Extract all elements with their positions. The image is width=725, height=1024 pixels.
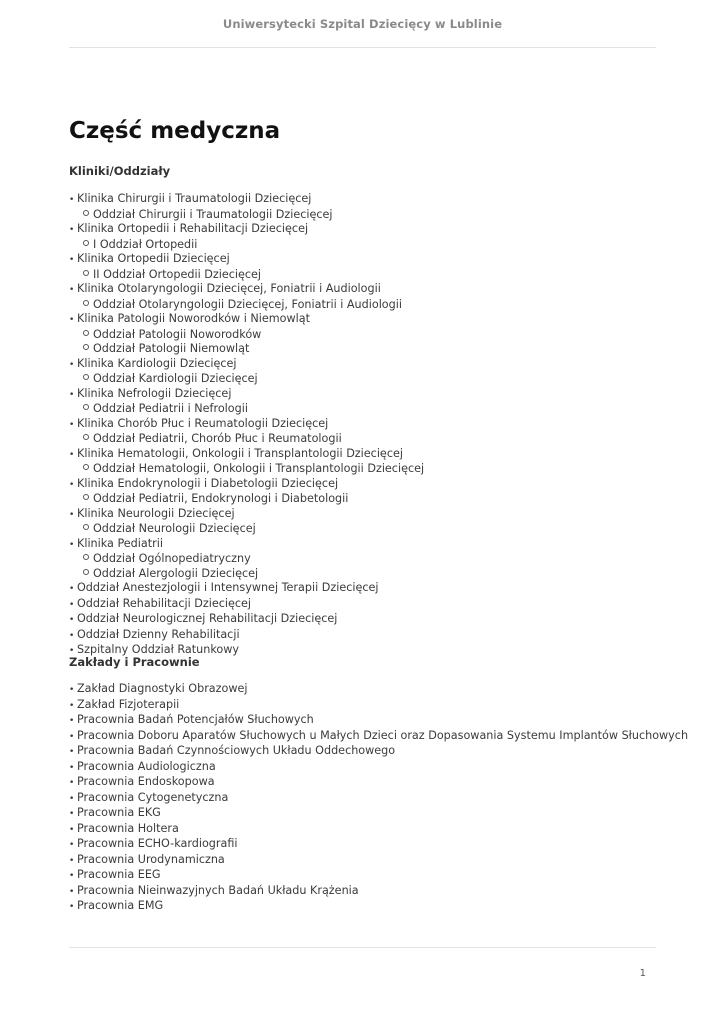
list-item-row [69, 581, 669, 597]
page-title: Część medyczna [69, 118, 281, 144]
list-item-label: Pracownia EMG [77, 899, 164, 912]
list-item-label: Klinika Chorób Płuc i Reumatologii Dziecięcej [77, 416, 329, 430]
list-item-row [69, 698, 669, 714]
sub-list-item [69, 208, 669, 223]
list-item-label: Klinika Ortopedii i Rehabilitacji Dziecięcej [77, 222, 309, 235]
list-item [69, 682, 669, 698]
list-item-label: Oddział Dzienny Rehabilitacji [77, 627, 240, 641]
list-item [69, 507, 669, 537]
list-item-row [69, 387, 669, 403]
list-item-label: Pracownia Urodynamiczna [77, 852, 225, 866]
list-item-row [69, 884, 669, 900]
list-item [69, 612, 669, 628]
bullet-icon: • [69, 716, 75, 726]
sub-list-item [69, 238, 669, 253]
circle-bullet-icon [83, 270, 89, 276]
list-item-row [69, 222, 669, 238]
list-item [69, 282, 669, 312]
list-item-row [69, 612, 669, 628]
sub-list-item [69, 552, 669, 567]
sub-list-item-label: II Oddział Ortopedii Dziecięcej [93, 267, 261, 281]
bullet-icon: • [69, 700, 75, 711]
sub-list-item [69, 402, 669, 417]
list-item-row [69, 713, 669, 729]
list-item-row [69, 868, 669, 884]
list-item [69, 698, 669, 714]
list-item [69, 899, 669, 915]
list-item-label: Klinika Patologii Noworodków i Niemowląt [77, 312, 311, 325]
list-item-label: Zakład Fizjoterapii [77, 697, 180, 711]
sub-list-item-label: Oddział Kardiologii Dziecięcej [93, 372, 258, 385]
list-item-label: Klinika Chirurgii i Traumatologii Dziecięcej [77, 192, 312, 205]
list-item-row [69, 837, 669, 853]
bullet-icon: • [69, 793, 75, 804]
header-divider [69, 47, 656, 48]
list-item [69, 357, 669, 387]
bullet-icon: • [69, 359, 75, 370]
list-item [69, 477, 669, 507]
list-item-row [69, 537, 669, 553]
bullet-icon: • [69, 195, 75, 205]
list-item-label: Pracownia ECHO-kardiografii [77, 837, 238, 850]
list-item-row [69, 806, 669, 822]
zaklady-list [69, 682, 689, 915]
kliniki-list [69, 192, 669, 659]
sub-list-item [69, 342, 669, 357]
sub-list-item [69, 462, 669, 477]
sub-list-item-label: Oddział Patologii Noworodków [93, 327, 262, 341]
list-item-label: Klinika Otolaryngologii Dziecięcej, Foniatrii i Audiologii [77, 282, 381, 295]
list-item-label: Zakład Diagnostyki Obrazowej [77, 682, 248, 695]
sub-list-item-label: Oddział Pediatrii i Nefrologii [93, 402, 248, 415]
list-item-label: Pracownia Cytogenetyczna [77, 790, 229, 804]
list-item-row [69, 728, 689, 745]
sub-list-item-label: Oddział Ogólnopediatryczny [93, 552, 251, 565]
list-item-label: Pracownia Nieinwazyjnych Badań Układu Krążenia [77, 883, 359, 897]
bullet-icon: • [69, 599, 75, 610]
list-item-label: Pracownia Audiologiczna [77, 759, 216, 773]
bullet-icon: • [69, 630, 75, 641]
list-item [69, 884, 669, 900]
circle-bullet-icon [83, 569, 89, 575]
bullet-icon: • [69, 315, 75, 325]
circle-bullet-icon [83, 404, 89, 410]
list-item-row [69, 682, 669, 698]
circle-bullet-icon [83, 344, 89, 350]
circle-bullet-icon [83, 300, 89, 306]
list-item-row [69, 628, 669, 644]
list-item-row [69, 791, 669, 807]
list-item-label: Pracownia Endoskopowa [77, 775, 215, 788]
bullet-icon: • [69, 747, 75, 757]
circle-bullet-icon [83, 374, 89, 380]
circle-bullet-icon [83, 494, 89, 500]
sub-list-item-label: Oddział Chirurgii i Traumatologii Dziecięcej [93, 207, 333, 221]
list-item [69, 537, 669, 582]
list-item-row [69, 507, 669, 523]
sub-list-item-label: Oddział Alergologii Dziecięcej [93, 566, 259, 580]
sub-list-item-label: Oddział Pediatrii, Endokrynologi i Diabetologii [93, 492, 349, 505]
list-item-label: Oddział Rehabilitacji Dziecięcej [77, 596, 252, 610]
list-item [69, 744, 669, 760]
list-item-label: Pracownia EEG [77, 868, 161, 881]
footer-divider [69, 947, 656, 948]
bullet-icon: • [69, 685, 75, 695]
list-item [69, 853, 669, 869]
list-item [69, 822, 669, 838]
list-item [69, 252, 669, 282]
list-item-row [69, 822, 669, 838]
circle-bullet-icon [83, 524, 89, 530]
list-item-label: Klinika Nefrologii Dziecięcej [77, 386, 232, 400]
bullet-icon: • [69, 731, 75, 742]
list-item [69, 597, 669, 613]
sub-list-item [69, 432, 669, 447]
list-item-label: Klinika Endokrynologii i Diabetologii Dziecięcej [77, 476, 339, 490]
list-item [69, 417, 669, 447]
sub-list-item-label: I Oddział Ortopedii [93, 237, 198, 251]
bullet-icon: • [69, 840, 75, 850]
list-item [69, 713, 669, 729]
list-item-row [69, 775, 669, 791]
bullet-icon: • [69, 646, 75, 656]
list-item [69, 791, 669, 807]
circle-bullet-icon [83, 464, 89, 470]
list-item-row [69, 357, 669, 373]
list-item-label: Pracownia Holtera [77, 821, 179, 835]
list-item-row [69, 282, 669, 298]
list-item-row [69, 477, 669, 493]
bullet-icon: • [69, 886, 75, 897]
bullet-icon: • [69, 809, 75, 819]
list-item [69, 312, 669, 357]
bullet-icon: • [69, 479, 75, 490]
page-header: Uniwersytecki Szpital Dziecięcy w Lublinie [222, 17, 503, 31]
circle-bullet-icon [83, 210, 89, 216]
bullet-icon: • [69, 824, 75, 835]
bullet-icon: • [69, 615, 75, 625]
list-item-label: Szpitalny Oddział Ratunkowy [77, 643, 240, 656]
list-item [69, 628, 669, 644]
sub-list-item [69, 372, 669, 387]
list-item [69, 387, 669, 417]
sub-list-item [69, 522, 669, 537]
list-item [69, 222, 669, 252]
list-item-label: Oddział Neurologicznej Rehabilitacji Dziecięcej [77, 612, 338, 625]
circle-bullet-icon [83, 554, 89, 560]
circle-bullet-icon [83, 434, 89, 440]
list-item-row [69, 853, 669, 869]
bullet-icon: • [69, 225, 75, 235]
list-item-label: Oddział Anestezjologii i Intensywnej Terapii Dziecięcej [77, 581, 379, 594]
sub-list-item-label: Oddział Hematologii, Onkologii i Transplantologii Dziecięcej [93, 462, 425, 475]
list-item-label: Klinika Ortopedii Dziecięcej [77, 252, 230, 265]
bullet-icon: • [69, 778, 75, 788]
circle-bullet-icon [83, 240, 89, 246]
list-item-label: Pracownia EKG [77, 806, 161, 819]
list-item-label: Klinika Kardiologii Dziecięcej [77, 356, 237, 370]
list-item-label: Klinika Hematologii, Onkologii i Transplantologii Dziecięcej [77, 446, 403, 460]
circle-bullet-icon [83, 330, 89, 336]
bullet-icon: • [69, 855, 75, 866]
bullet-icon: • [69, 902, 75, 912]
bullet-icon: • [69, 449, 75, 460]
sub-list-item [69, 492, 669, 507]
sub-list-item [69, 567, 669, 582]
list-item [69, 806, 669, 822]
list-item [69, 581, 669, 597]
bullet-icon: • [69, 762, 75, 773]
bullet-icon: • [69, 255, 75, 265]
sub-list-item-label: Oddział Otolaryngologii Dziecięcej, Foniatrii i Audiologii [93, 297, 402, 311]
section-heading-kliniki: Kliniki/Oddziały [69, 164, 171, 178]
list-item-row [69, 447, 669, 463]
bullet-icon: • [69, 389, 75, 400]
list-item-label: Pracownia Doboru Aparatów Słuchowych u Małych Dzieci oraz Dopasowania Systemu Implantów Słuchowych [77, 728, 689, 742]
list-item-row [69, 192, 669, 208]
sub-list-item [69, 298, 669, 313]
list-item [69, 760, 669, 776]
list-item-row [69, 252, 669, 268]
sub-list-item-label: Oddział Neurologii Dziecięcej [93, 522, 256, 535]
page-number: 1 [639, 968, 646, 979]
list-item [69, 728, 689, 745]
list-item-row [69, 312, 669, 328]
sub-list-item-label: Oddział Patologii Niemowląt [93, 342, 250, 355]
bullet-icon: • [69, 285, 75, 295]
list-item [69, 447, 669, 477]
section-heading-zaklady: Zakłady i Pracownie [69, 655, 200, 669]
sub-list-item-label: Oddział Pediatrii, Chorób Płuc i Reumatologii [93, 432, 342, 445]
list-item-label: Klinika Neurologii Dziecięcej [77, 506, 235, 520]
list-item [69, 868, 669, 884]
bullet-icon: • [69, 419, 75, 430]
bullet-icon: • [69, 509, 75, 520]
list-item-label: Pracownia Badań Czynnościowych Układu Oddechowego [77, 744, 396, 757]
bullet-icon: • [69, 539, 75, 550]
list-item-row [69, 899, 669, 915]
bullet-icon: • [69, 871, 75, 881]
sub-list-item [69, 268, 669, 283]
list-item-label: Klinika Pediatrii [77, 536, 163, 550]
list-item-row [69, 597, 669, 613]
list-item-label: Pracownia Badań Potencjałów Słuchowych [77, 713, 314, 726]
list-item-row [69, 417, 669, 433]
list-item [69, 775, 669, 791]
list-item-row [69, 744, 669, 760]
sub-list-item [69, 328, 669, 343]
list-item [69, 837, 669, 853]
list-item-row [69, 760, 669, 776]
list-item [69, 192, 669, 222]
bullet-icon: • [69, 584, 75, 594]
